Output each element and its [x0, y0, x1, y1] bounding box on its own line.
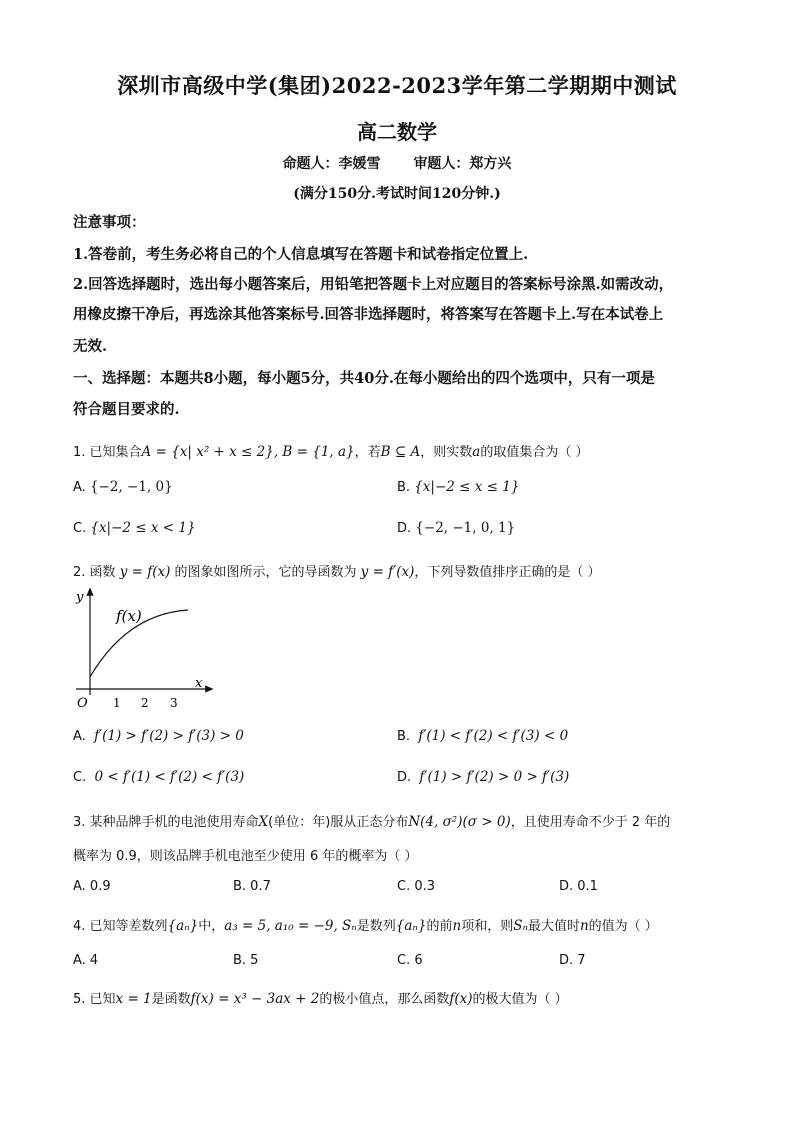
q5-stem: 5. 已知x = 1是函数f(x) = x³ − 3ax + 2的极小值点，那么函数f(x)的极大值为（ ）	[73, 991, 568, 1007]
note-2a: 2.回答选择题时，选出每小题答案后，用铅笔把答题卡上对应题目的答案标号涂黑.如需改动，	[73, 276, 674, 293]
q4-option-a: A. 4	[73, 953, 99, 968]
q1-stem: 1. 已知集合A = {x| x² + x ≤ 2}, B = {1, a}，若B ⊆ A，则实数a的取值集合为（ ）	[73, 444, 589, 460]
q1-sets: A = {x| x² + x ≤ 2}, B = {1, a}	[141, 444, 355, 460]
q3-stem-line2: 概率为 0.9，则该品牌手机电池至少使用 6 年的概率为（ ）	[73, 849, 418, 864]
x-axis-label: x	[195, 676, 203, 691]
q3-stem-line1: 3. 某种品牌手机的电池使用寿命X(单位：年)服从正态分布N(4, σ²)(σ > 0)，且使用寿命不少于 2 年的	[73, 814, 671, 830]
q3-option-d: D. 0.1	[559, 879, 598, 894]
q2-option-b: B. f′(1) < f′(2) < f′(3) < 0	[397, 728, 569, 744]
setter: 命题人：李媛雪	[282, 156, 381, 172]
note-1: 1.答卷前，考生务必将自己的个人信息填写在答题卡和试卷指定位置上.	[73, 246, 529, 263]
q3-option-c: C. 0.3	[397, 879, 436, 894]
exam-subtitle: 高二数学	[357, 120, 437, 144]
q1-option-a: A. {−2, −1, 0}	[73, 479, 173, 495]
note-2b: 用橡皮擦干净后，再选涂其他答案标号.回答非选择题时，将答案写在答题卡上.写在本试卷上	[73, 306, 664, 323]
y-axis-label: y	[76, 590, 84, 605]
q3-option-b: B. 0.7	[233, 879, 271, 894]
q1-option-b: B. {x|−2 ≤ x ≤ 1}	[397, 479, 520, 495]
reviewer: 审题人：郑方兴	[413, 156, 512, 172]
q4-stem: 4. 已知等差数列{aₙ}中，a₃ = 5, a₁₀ = −9, Sₙ是数列{aₙ}的前n项和，则Sₙ最大值时n的值为（ ）	[73, 918, 658, 934]
origin-label: O	[77, 696, 88, 711]
q4-option-d: D. 7	[559, 953, 586, 968]
tick-2: 2	[141, 696, 149, 710]
exam-title: 深圳市高级中学(集团)2022-2023学年第二学期期中测试	[117, 73, 677, 98]
q1-option-d: D. {−2, −1, 0, 1}	[397, 520, 516, 536]
q1-option-c: C. {x|−2 ≤ x < 1}	[73, 520, 196, 536]
q2-option-c: C. 0 < f′(1) < f′(2) < f′(3)	[73, 769, 245, 785]
q2-option-d: D. f′(1) > f′(2) > 0 > f′(3)	[397, 769, 570, 785]
q2-stem: 2. 函数 y = f(x) 的图象如图所示，它的导函数为 y = f′(x)，下列导数值排序正确的是（ ）	[73, 564, 601, 580]
q2-option-a: A. f′(1) > f′(2) > f′(3) > 0	[73, 728, 244, 744]
section1-line2: 符合题目要求的.	[73, 401, 180, 418]
tick-3: 3	[170, 696, 178, 710]
authors-line	[0, 153, 794, 173]
q2-function-graph	[70, 585, 220, 715]
q3-option-a: A. 0.9	[73, 879, 111, 894]
score-time: (满分150分.考试时间120分钟.)	[293, 186, 501, 202]
tick-1: 1	[113, 696, 121, 710]
q4-option-b: B. 5	[233, 953, 259, 968]
notes-heading: 注意事项：	[73, 214, 146, 231]
curve-label: f(x)	[116, 607, 142, 625]
note-2c: 无效.	[73, 338, 108, 355]
section1-line1: 一、选择题：本题共8小题，每小题5分，共40分.在每小题给出的四个选项中，只有一项是	[73, 370, 655, 387]
q4-option-c: C. 6	[397, 953, 423, 968]
